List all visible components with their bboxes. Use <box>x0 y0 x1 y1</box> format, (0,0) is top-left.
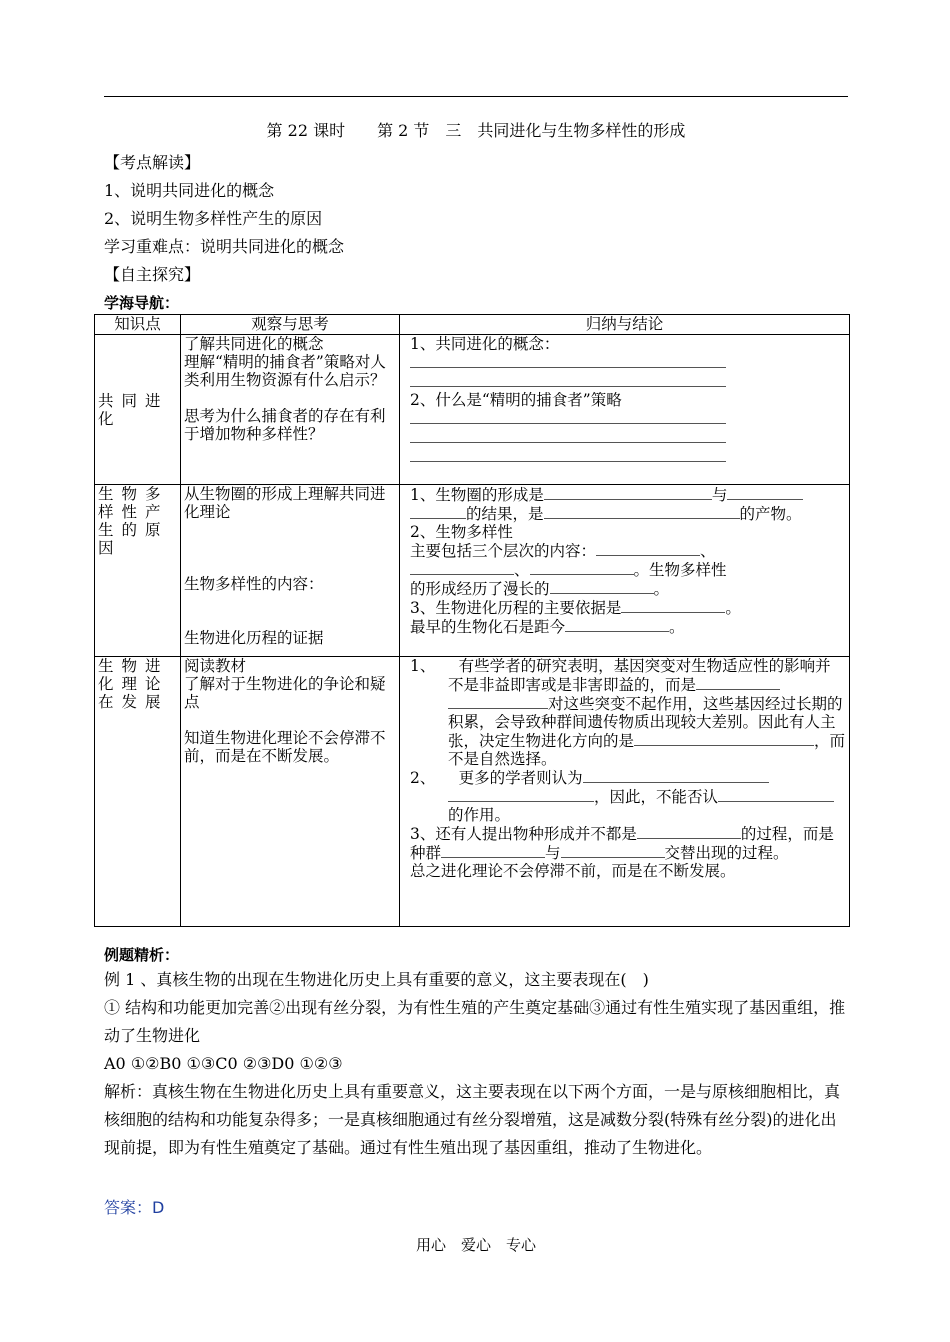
section-xuehai: 学海导航： <box>104 294 180 312</box>
conclusion-text: ，而不是自然选择。 <box>448 732 846 768</box>
table-row <box>95 335 850 485</box>
conclusion-text: 。 <box>653 580 670 598</box>
conclusion-text: 与 <box>711 486 728 504</box>
answer-blank[interactable] <box>550 579 654 594</box>
answer-blank[interactable] <box>565 617 669 632</box>
observation-text: 了解对于生物进化的争论和疑点 <box>184 675 386 711</box>
observation-cell <box>181 485 400 657</box>
conclusion-text: 。 <box>669 618 685 636</box>
conclusion-text: 1、生物圈的形成是 <box>410 486 544 504</box>
conclusion-cell <box>400 485 850 657</box>
conclusion-text: 与 <box>545 844 561 862</box>
answer-blank[interactable] <box>596 541 700 556</box>
conclusion-text: 总之进化理论不会停滞不前，而是在不断发展。 <box>410 862 736 880</box>
col-header: 知识点 <box>95 315 181 335</box>
conclusion-text: 交替出现的过程。 <box>664 844 789 862</box>
example-analysis: 解析：真核生物在生物进化历史上具有重要意义，这主要表现在以下两个方面，一是与原核细胞相比，真核细胞的结构和功能复杂得多；一是真核细胞通过有丝分裂增殖，这是减数分裂(特殊有丝分裂)的进化出现前提，即为有性生殖奠定了基础。通过有性生殖出现了基因重组，推动了生物进化。 <box>104 1082 841 1157</box>
answer-blank[interactable] <box>544 504 740 519</box>
answer-blank[interactable] <box>544 485 712 500</box>
conclusion-text: 3、还有人提出物种形成并不都是 <box>410 825 637 843</box>
example-answer <box>104 1194 848 1222</box>
table-row <box>95 485 850 657</box>
answer-blank[interactable] <box>410 353 726 368</box>
observation-text: 了解共同进化的概念 <box>184 335 324 353</box>
answer-blank[interactable] <box>621 598 725 613</box>
answer-blank[interactable] <box>448 694 548 709</box>
observation-text: 生物多样性的内容： <box>184 575 324 593</box>
answer-blank[interactable] <box>410 409 726 424</box>
conclusion-text: 、 <box>700 542 716 560</box>
knowledge-point-label: 共同进化 <box>98 391 169 428</box>
answer-blank[interactable] <box>410 504 466 519</box>
example-choices: A0 ①②B0 ①③C0 ②③D0 ①②③ <box>104 1054 343 1073</box>
knowledge-point <box>95 335 181 485</box>
section-kaodian: 【考点解读】 <box>104 153 201 172</box>
answer-blank[interactable] <box>448 787 594 802</box>
observation-text: 从生物圈的形成上理解共同进化理论 <box>184 485 386 521</box>
answer-blank[interactable] <box>583 768 769 783</box>
conclusion-text: 的结果，是 <box>466 505 544 523</box>
col-header: 观察与思考 <box>181 315 400 335</box>
key-point: 学习重难点：说明共同进化的概念 <box>104 237 345 256</box>
conclusion-text: 。 <box>725 599 741 617</box>
knowledge-point <box>95 657 181 927</box>
answer-blank[interactable] <box>561 843 665 858</box>
conclusion-text: 2、什么是“精明的捕食者”策略 <box>410 391 622 409</box>
example-options: ① 结构和功能更加完善②出现有丝分裂，为有性生殖的产生奠定基础③通过有性生殖实现了基因重组，推动了生物进化 <box>104 998 846 1045</box>
observation-text: 理解“精明的捕食者”策略对人类利用生物资源有什么启示？ <box>184 353 386 389</box>
conclusion-text: 的作用。 <box>448 806 511 824</box>
top-rule <box>104 96 848 97</box>
table-row <box>95 657 850 927</box>
objective-2: 2、说明生物多样性产生的原因 <box>104 209 323 228</box>
conclusion-text: 1、 有些学者的研究表明，基因突变对生物适应性的影响并不是非益即害或是非害即益的，而是 <box>410 657 831 694</box>
answer-value: D <box>152 1198 165 1217</box>
example-heading: 例题精析： <box>104 946 180 964</box>
study-table <box>94 314 850 927</box>
conclusion-text: 2、 更多的学者则认为 <box>410 769 583 787</box>
observation-text: 阅读教材 <box>184 657 247 675</box>
answer-blank[interactable] <box>634 731 814 746</box>
table-header-row <box>95 315 850 335</box>
observation-text: 知道生物进化理论不会停滞不前，而是在不断发展。 <box>184 729 386 765</box>
answer-blank[interactable] <box>410 560 514 575</box>
answer-label: 答案： <box>104 1198 153 1217</box>
conclusion-text: 的产物。 <box>739 505 802 523</box>
answer-blank[interactable] <box>727 485 803 500</box>
conclusion-cell <box>400 335 850 485</box>
conclusion-text: 、 <box>514 561 530 579</box>
conclusion-text: 的过程，而是种群 <box>410 825 834 862</box>
answer-blank[interactable] <box>410 428 726 443</box>
knowledge-point-label: 生物进化理论在发展 <box>98 657 169 711</box>
answer-blank[interactable] <box>530 560 634 575</box>
conclusion-text: ，因此，不能否认 <box>594 788 719 806</box>
conclusion-text: 2、生物多样性 <box>410 523 513 541</box>
conclusion-text: 3、生物进化历程的主要依据是 <box>410 599 622 617</box>
conclusion-text: 主要包括三个层次的内容： <box>410 542 597 560</box>
page-title: 第 22 课时 第 2 节 三 共同进化与生物多样性的形成 <box>266 121 686 140</box>
knowledge-point-label: 生物多样性产生的原因 <box>98 485 169 557</box>
observation-cell <box>181 335 400 485</box>
answer-blank[interactable] <box>637 824 741 839</box>
section-zizhu: 【自主探究】 <box>104 265 201 284</box>
conclusion-text: 最早的生物化石是距今 <box>410 618 566 636</box>
answer-blank[interactable] <box>410 447 726 462</box>
knowledge-point <box>95 485 181 657</box>
page-footer: 用心 爱心 专心 <box>415 1236 536 1254</box>
observation-text: 思考为什么捕食者的存在有利于增加物种多样性？ <box>184 407 386 443</box>
col-header: 归纳与结论 <box>400 315 850 335</box>
conclusion-text: 1、共同进化的概念： <box>410 335 560 353</box>
answer-blank[interactable] <box>718 787 834 802</box>
observation-text: 生物进化历程的证据 <box>184 629 324 647</box>
objective-1: 1、说明共同进化的概念 <box>104 181 275 200</box>
answer-blank[interactable] <box>441 843 545 858</box>
answer-blank[interactable] <box>410 372 726 387</box>
answer-blank[interactable] <box>696 675 780 690</box>
example-question: 例 1 、真核生物的出现在生物进化历史上具有重要的意义，这主要表现在( ) <box>104 970 649 989</box>
conclusion-text: 对这些突变不起作用，这些基因经过长期的积累，会导致种群间遗传物质出现较大差别。因此有人主张，决定生物进化方向的是 <box>448 695 843 750</box>
conclusion-text: 。生物多样性 <box>633 561 727 579</box>
conclusion-cell <box>400 657 850 927</box>
observation-cell <box>181 657 400 927</box>
conclusion-text: 的形成经历了漫长的 <box>410 580 550 598</box>
